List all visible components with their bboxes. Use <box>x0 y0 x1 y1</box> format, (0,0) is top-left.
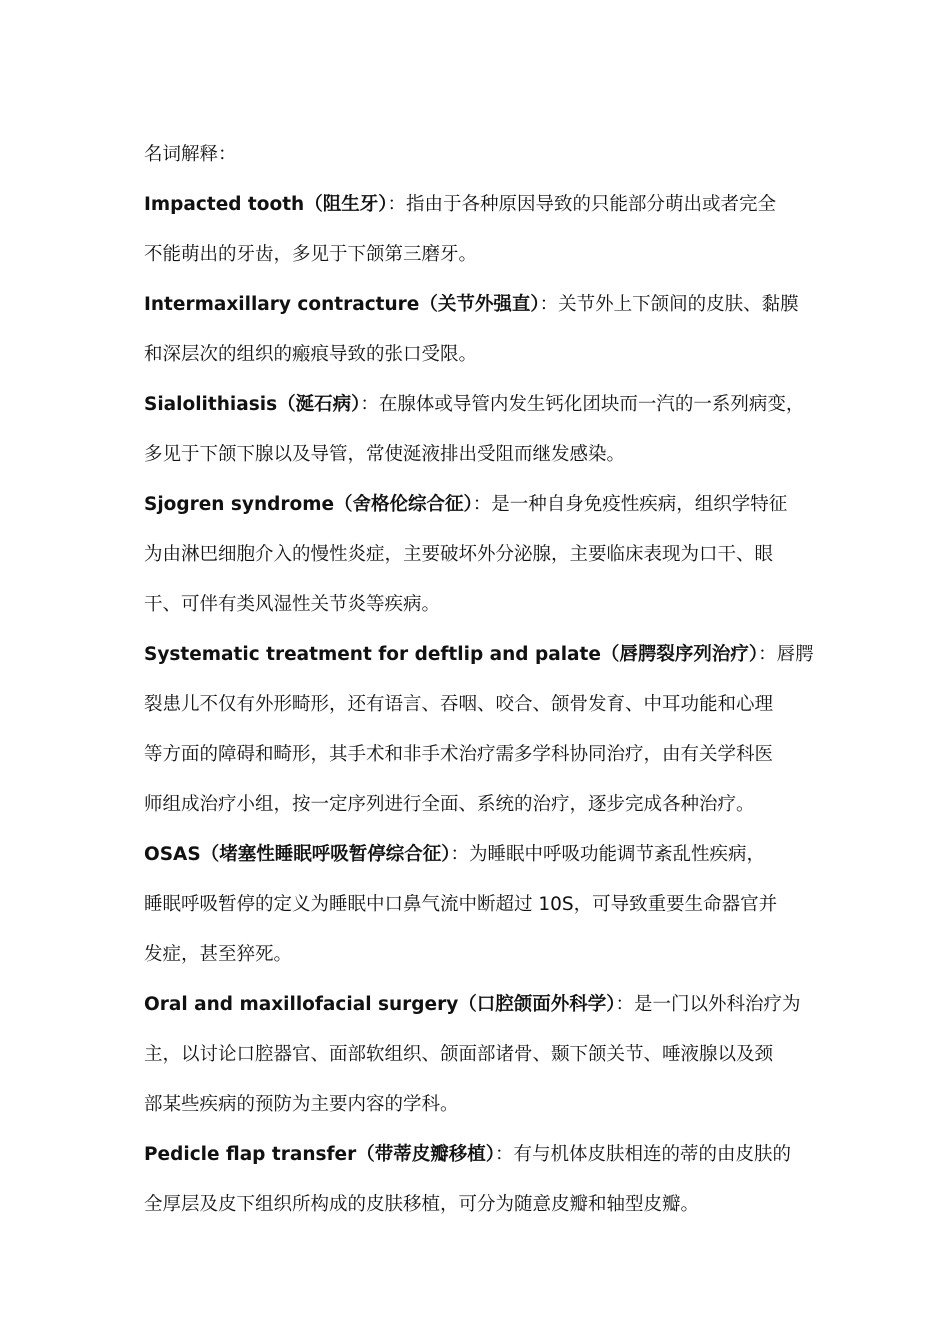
definition-text: ：指由于各种原因导致的只能部分萌出或者完全 <box>387 194 776 215</box>
definition-text: ：是一种自身免疫性疾病，组织学特征 <box>472 494 788 515</box>
text-line <box>144 680 814 730</box>
definition-text: 等方面的障碍和畸形，其手术和非手术治疗需多学科协同治疗，由有关学科医 <box>144 744 774 765</box>
glossary-entry <box>144 180 814 280</box>
glossary-entry <box>144 380 814 480</box>
definition-text: 师组成治疗小组，按一定序列进行全面、系统的治疗，逐步完成各种治疗。 <box>144 794 755 815</box>
definition-text: 发症，甚至猝死。 <box>144 944 293 965</box>
text-line <box>144 180 814 230</box>
glossary-term: Oral and maxillofacial surgery（口腔颌面外科学） <box>144 994 616 1015</box>
definition-text: ：为睡眠中呼吸功能调节紊乱性疾病， <box>450 844 765 865</box>
text-line <box>144 1180 814 1230</box>
glossary-entry <box>144 830 814 980</box>
definition-text: 干、可伴有类风湿性关节炎等疾病。 <box>144 594 441 615</box>
glossary-entry <box>144 280 814 380</box>
glossary-entry <box>144 480 814 630</box>
definition-text: 主，以讨论口腔器官、面部软组织、颌面部诸骨、颞下颌关节、唾液腺以及颈 <box>144 1044 774 1065</box>
document-page <box>144 130 814 1230</box>
text-line <box>144 580 814 630</box>
text-line <box>144 530 814 580</box>
text-line <box>144 1030 814 1080</box>
definition-text: ：在腺体或导管内发生钙化团块而一汽的一系列病变， <box>360 394 805 415</box>
text-line <box>144 480 814 530</box>
glossary-term: Intermaxillary contracture（关节外强直） <box>144 294 540 315</box>
glossary-term: Sjogren syndrome（舍格伦综合征） <box>144 494 473 515</box>
text-line <box>144 730 814 780</box>
text-line <box>144 780 814 830</box>
definition-text: 和深层次的组织的瘢痕导致的张口受限。 <box>144 344 478 365</box>
glossary-term: Impacted tooth（阻生牙） <box>144 194 388 215</box>
definition-text: 多见于下颌下腺以及导管，常使涎液排出受阻而继发感染。 <box>144 444 626 465</box>
glossary-entry <box>144 1130 814 1230</box>
definition-text: ：是一门以外科治疗为 <box>615 994 801 1015</box>
text-line <box>144 930 814 980</box>
text-line <box>144 830 814 880</box>
text-line <box>144 980 814 1030</box>
glossary-list <box>144 180 814 1230</box>
definition-text: 全厚层及皮下组织所构成的皮肤移植，可分为随意皮瓣和轴型皮瓣。 <box>144 1194 700 1215</box>
definition-text: ：有与机体皮肤相连的蒂的由皮肤的 <box>494 1144 791 1165</box>
text-line <box>144 1130 814 1180</box>
definition-text: 睡眠呼吸暂停的定义为睡眠中口鼻气流中断超过 10S，可导致重要生命器官并 <box>144 894 778 915</box>
definition-text: 为由淋巴细胞介入的慢性炎症，主要破坏外分泌腺，主要临床表现为口干、眼 <box>144 544 774 565</box>
text-line <box>144 430 814 480</box>
text-line <box>144 330 814 380</box>
definition-text: 不能萌出的牙齿，多见于下颌第三磨牙。 <box>144 244 478 265</box>
glossary-entry <box>144 630 814 830</box>
text-line <box>144 880 814 930</box>
glossary-term: Sialolithiasis（涎石病） <box>144 394 361 415</box>
section-heading: 名词解释： <box>144 144 237 165</box>
text-line <box>144 280 814 330</box>
definition-text: 部某些疾病的预防为主要内容的学科。 <box>144 1094 459 1115</box>
text-line <box>144 230 814 280</box>
glossary-term: Systematic treatment for deftlip and palate（唇腭裂序列治疗） <box>144 644 759 665</box>
text-line <box>144 380 814 430</box>
glossary-term: OSAS（堵塞性睡眠呼吸暂停综合征） <box>144 844 451 865</box>
definition-text: 裂患儿不仅有外形畸形，还有语言、吞咽、咬合、颌骨发育、中耳功能和心理 <box>144 694 774 715</box>
glossary-entry <box>144 980 814 1130</box>
text-line <box>144 630 814 680</box>
glossary-term: Pedicle flap transfer（带蒂皮瓣移植） <box>144 1144 495 1165</box>
definition-text: ：关节外上下颌间的皮肤、黏膜 <box>539 294 799 315</box>
text-line <box>144 1080 814 1130</box>
definition-text: ：唇腭 <box>758 644 814 665</box>
